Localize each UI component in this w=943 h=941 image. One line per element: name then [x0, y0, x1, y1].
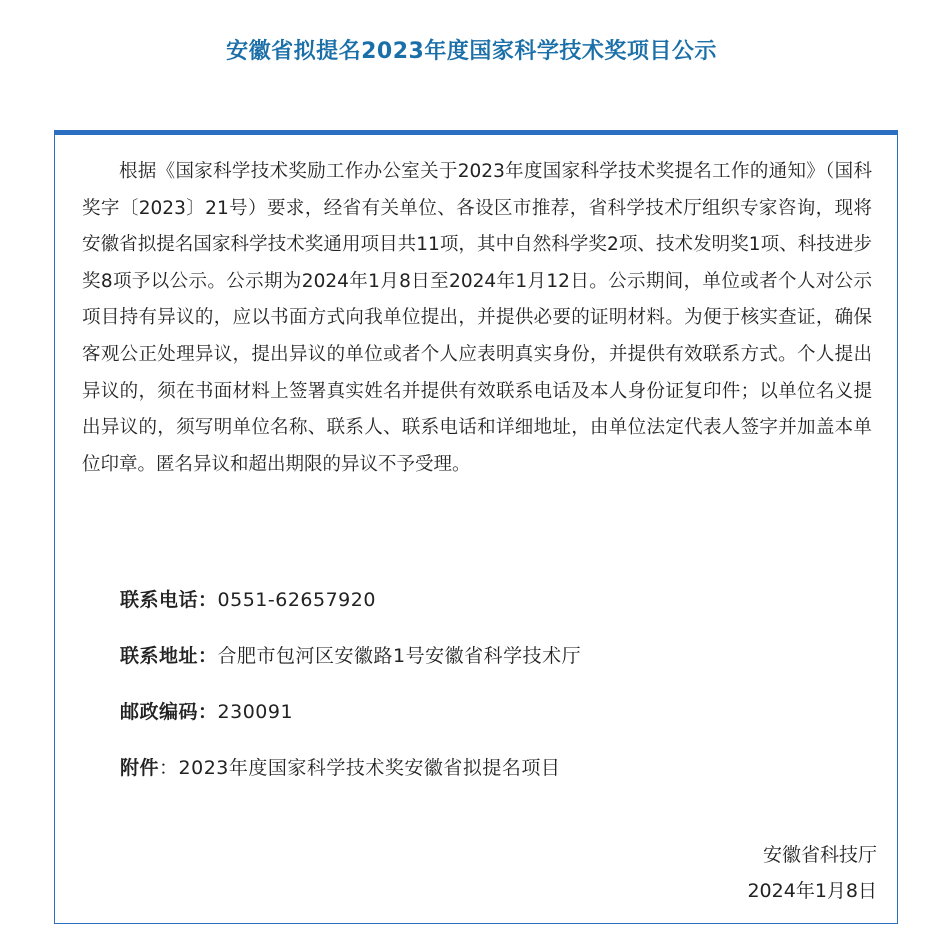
contact-postcode-value: 230091: [217, 701, 294, 723]
contact-address-label: 联系地址：: [120, 645, 218, 667]
contact-phone-value: 0551-62657920: [217, 589, 376, 611]
page-title: 安徽省拟提名2023年度国家科学技术奖项目公示: [226, 39, 717, 64]
contact-phone-label: 联系电话：: [120, 589, 218, 611]
attachment-separator: ：: [159, 757, 179, 779]
contact-phone-row: [120, 585, 376, 612]
contact-postcode-label: 邮政编码：: [120, 701, 218, 723]
contact-postcode-row: [120, 697, 293, 724]
contact-address-value: 合肥市包河区安徽路1号安徽省科学技术厅: [217, 645, 582, 667]
attachment-label: 附件: [120, 757, 160, 779]
attachment-row: [120, 753, 560, 780]
signature-org: 安徽省科技厅: [762, 844, 877, 866]
attachment-link[interactable]: 2023年度国家科学技术奖安徽省拟提名项目: [178, 757, 561, 779]
contact-address-row: [120, 641, 581, 668]
notice-body: 根据《国家科学技术奖励工作办公室关于2023年度国家科学技术奖提名工作的通知》（国科奖字〔2023〕21号）要求，经省有关单位、各设区市推荐，省科学技术厅组织专家咨询，现将安徽省拟提名国家科学技术奖通用项目共11项，其中自然科学奖2项、技术发明奖1项、科技进步奖8项予以公示。公示期为2024年1月8日至2024年1月12日。公示期间，单位或者个人对公示项目持有异议的，应以书面方式向我单位提出，并提供必要的证明材料。为便于核实查证，确保客观公正处理异议，提出异议的单位或者个人应表明真实身份，并提供有效联系方式。个人提出异议的，须在书面材料上签署真实姓名并提供有效联系电话及本人身份证复印件；以单位名义提出异议的，须写明单位名称、联系人、联系电话和详细地址，由单位法定代表人签字并加盖本单位印章。匿名异议和超出期限的异议不予受理。: [82, 161, 872, 475]
signature-date: 2024年1月8日: [747, 880, 877, 902]
